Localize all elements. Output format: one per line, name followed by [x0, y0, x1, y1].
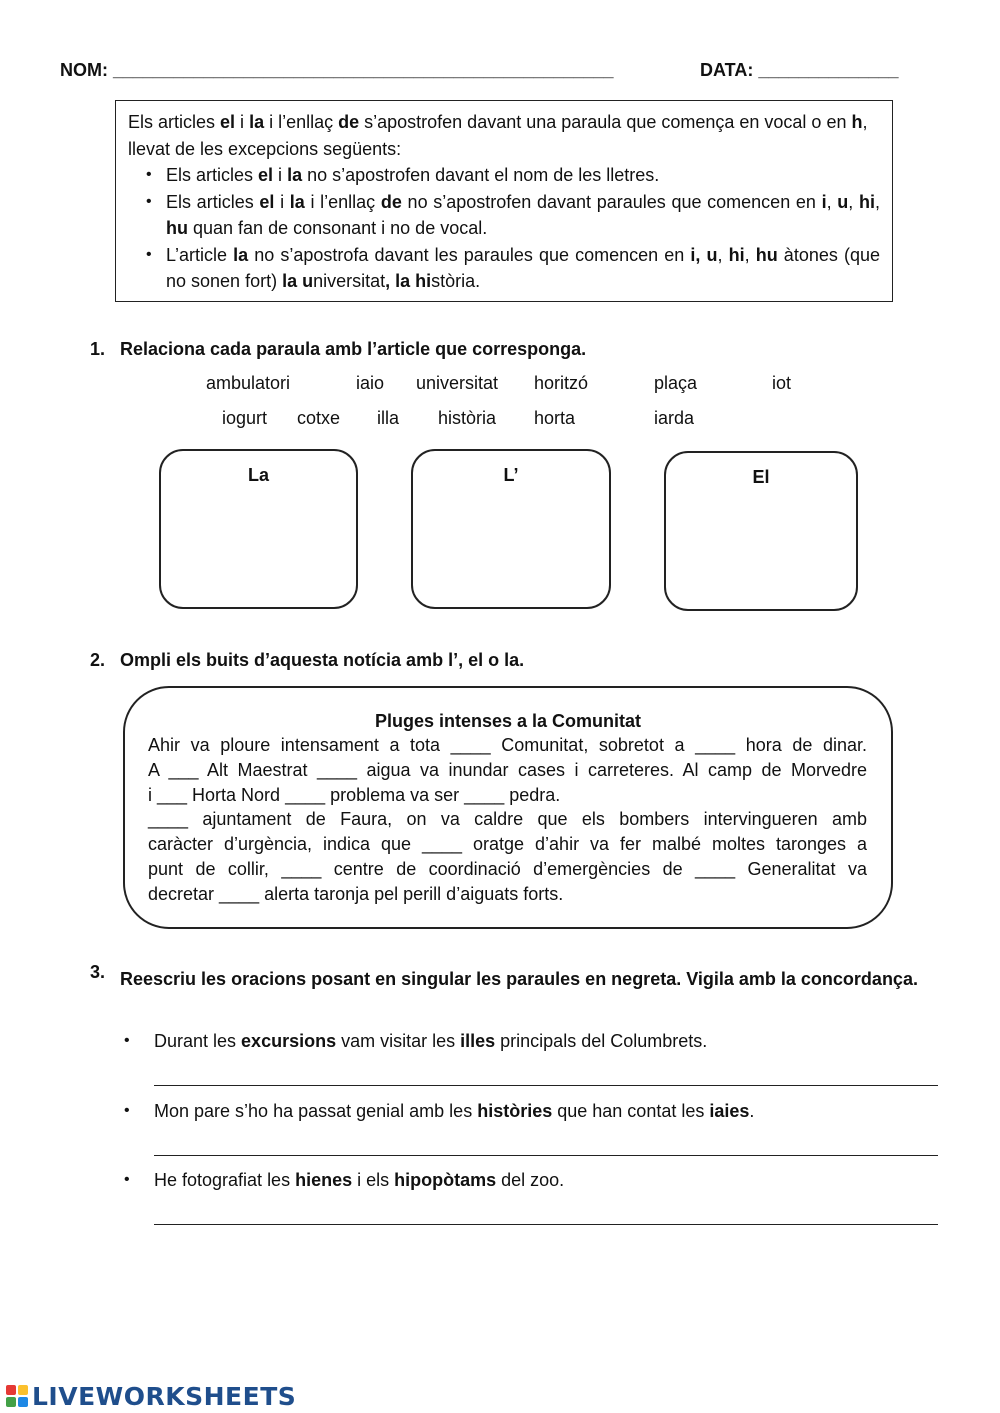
drop-box-l-apostrophe[interactable] — [411, 449, 611, 609]
bullet-icon: • — [124, 1102, 130, 1119]
word-chip[interactable]: horta — [534, 408, 576, 428]
word-chip[interactable]: ambulatori — [206, 373, 291, 393]
word-chip[interactable]: història — [438, 408, 497, 428]
rule-item: • Els articles el i la i l’enllaç de no s’apostrofen davant paraules que comencen en i, u, hi, hu quan fan de consonant i no de vocal. — [128, 189, 880, 242]
drop-box-label: La — [247, 465, 269, 485]
news-line[interactable]: punt de collir, ____ centre de coordinació d’emergències de ____ Generalitat va — [148, 859, 867, 879]
rules-intro: Els articles el i la i l’enllaç de s’apostrofen davant una paraula que comença en vocal o en h, llevat de les excepcions següents: — [128, 112, 868, 159]
sentence-1: Durant les excursions vam visitar les illes principals del Columbrets. — [154, 1031, 708, 1051]
question-2-title: 2. Ompli els buits d’aquesta notícia amb l’, el o la. — [90, 650, 525, 670]
news-line[interactable]: Ahir va ploure intensament a tota ____ Comunitat, sobretot a ____ hora de dinar. — [148, 735, 867, 755]
news-line[interactable]: decretar ____ alerta taronja pel perill d’aiguats forts. — [148, 884, 564, 904]
news-line[interactable]: ____ ajuntament de Faura, on va caldre que els bombers intervingueren amb — [148, 809, 867, 829]
date-field — [700, 60, 899, 81]
word-chip[interactable]: iogurt — [222, 408, 268, 428]
word-chip[interactable]: plaça — [654, 373, 698, 393]
liveworksheets-logo — [6, 1381, 296, 1411]
answer-line-1[interactable] — [154, 1085, 938, 1086]
rule-item: • L’article la no s’apostrofa davant les paraules que comencen en i, u, hi, hu àtones (que no sonen fort) la universitat, la història. — [128, 242, 880, 295]
bullet-icon: • — [124, 1032, 130, 1049]
sentence-3: He fotografiat les hienes i els hipopòtams del zoo. — [154, 1170, 565, 1190]
name-label: NOM: — [60, 60, 108, 80]
word-chip[interactable]: iaio — [356, 373, 385, 393]
word-chip[interactable]: iarda — [654, 408, 695, 428]
answer-line-3[interactable] — [154, 1224, 938, 1225]
word-chip[interactable]: horitzó — [534, 373, 589, 393]
name-field — [60, 60, 614, 81]
answer-line-2[interactable] — [154, 1155, 938, 1156]
news-title: Pluges intenses a la Comunitat — [374, 711, 642, 731]
news-line[interactable]: i ___ Horta Nord ____ problema va ser ____ pedra. — [148, 785, 561, 805]
news-line[interactable]: caràcter d’urgència, indica que ____ oratge d’ahir va fer malbé moltes taronges a — [148, 834, 867, 854]
logo-grid-icon — [6, 1385, 28, 1407]
name-blank[interactable]: __________________________________________________ — [113, 60, 614, 80]
word-chip[interactable]: cotxe — [297, 408, 341, 428]
bullet-icon: • — [124, 1171, 130, 1188]
word-chip[interactable]: illa — [377, 408, 400, 428]
drop-box-label: L’ — [503, 465, 519, 485]
date-label: DATA: — [700, 60, 754, 80]
drop-box-label: El — [752, 467, 770, 487]
logo-text: LIVEWORKSHEETS — [32, 1381, 297, 1411]
question-3-title: Reescriu les oracions posant en singular les paraules en negreta. Vigila amb la concordança. — [120, 969, 918, 989]
rule-item: • Els articles el i la no s’apostrofen davant el nom de les lletres. — [128, 162, 880, 189]
rules-list — [128, 162, 880, 295]
word-chip[interactable]: universitat — [416, 373, 499, 393]
question-3-number: 3. — [90, 962, 106, 982]
word-chip[interactable]: iot — [772, 373, 792, 393]
sentence-2: Mon pare s’ho ha passat genial amb les històries que han contat les iaies. — [154, 1101, 755, 1121]
news-line[interactable]: A ___ Alt Maestrat ____ aigua va inundar cases i carreteres. Al camp de Morvedre — [148, 760, 867, 780]
date-blank[interactable]: ______________ — [758, 60, 899, 80]
drop-box-la[interactable] — [159, 449, 358, 609]
question-1-title: 1. Relaciona cada paraula amb l’article que corresponga. — [90, 339, 587, 359]
rules-box — [115, 100, 893, 302]
drop-box-el[interactable] — [664, 451, 858, 611]
